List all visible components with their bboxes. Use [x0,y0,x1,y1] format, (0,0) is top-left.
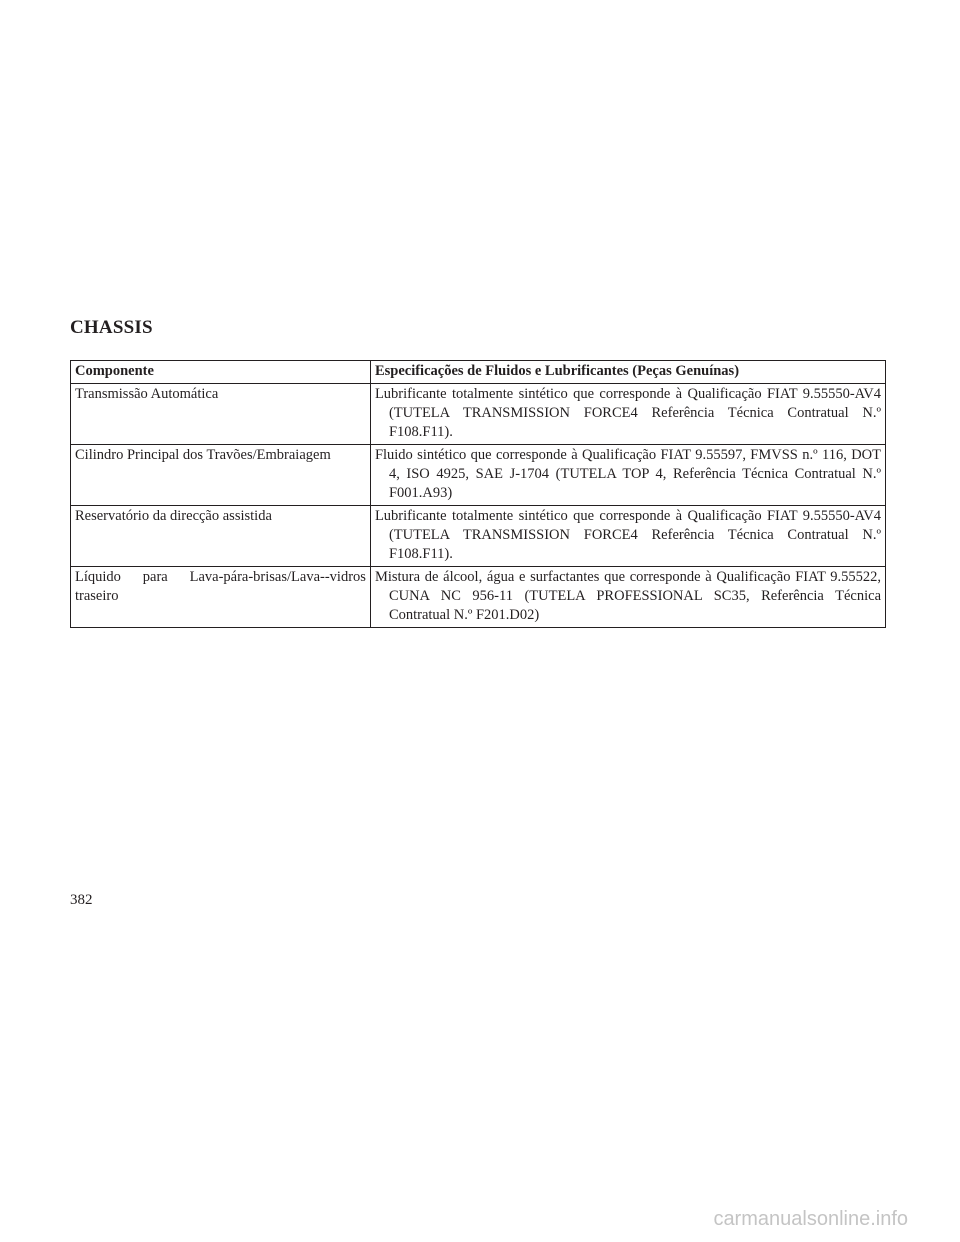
table-row [71,384,886,445]
specification-cell: Mistura de álcool, água e surfactantes que corresponde à Qualificação FIAT 9.55522, CUNA NC 956-11 (TUTELA PROFESSIONAL SC35, Referência Técnica Contratual N.º F201.D02) [370,567,885,628]
specification-cell: Fluido sintético que corresponde à Qualificação FIAT 9.55597, FMVSS n.º 116, DOT 4, ISO 4925, SAE J-1704 (TUTELA TOP 4, Referência Técnica Contratual N.º F001.A93) [370,445,885,506]
header-specification: Especificações de Fluidos e Lubrificantes (Peças Genuínas) [370,361,885,384]
header-component: Componente [71,361,371,384]
section-title: CHASSIS [70,317,153,338]
component-cell: Reservatório da direcção assistida [71,506,371,567]
table-row [71,506,886,567]
table-row [71,445,886,506]
fluids-spec-table [70,360,886,628]
specification-cell: Lubrificante totalmente sintético que corresponde à Qualificação FIAT 9.55550-AV4 (TUTELA TRANSMISSION FORCE4 Referência Técnica Contratual N.º F108.F11). [370,384,885,445]
component-cell: Cilindro Principal dos Travões/Embraiagem [71,445,371,506]
page-number: 382 [70,892,93,908]
watermark: carmanualsonline.info [713,1208,908,1230]
component-cell: Transmissão Automática [71,384,371,445]
component-cell: Líquido para Lava-pára-brisas/Lava--vidros traseiro [71,567,371,628]
specification-cell: Lubrificante totalmente sintético que corresponde à Qualificação FIAT 9.55550-AV4 (TUTELA TRANSMISSION FORCE4 Referência Técnica Contratual N.º F108.F11). [370,506,885,567]
table-row [71,567,886,628]
table-header-row [71,361,886,384]
